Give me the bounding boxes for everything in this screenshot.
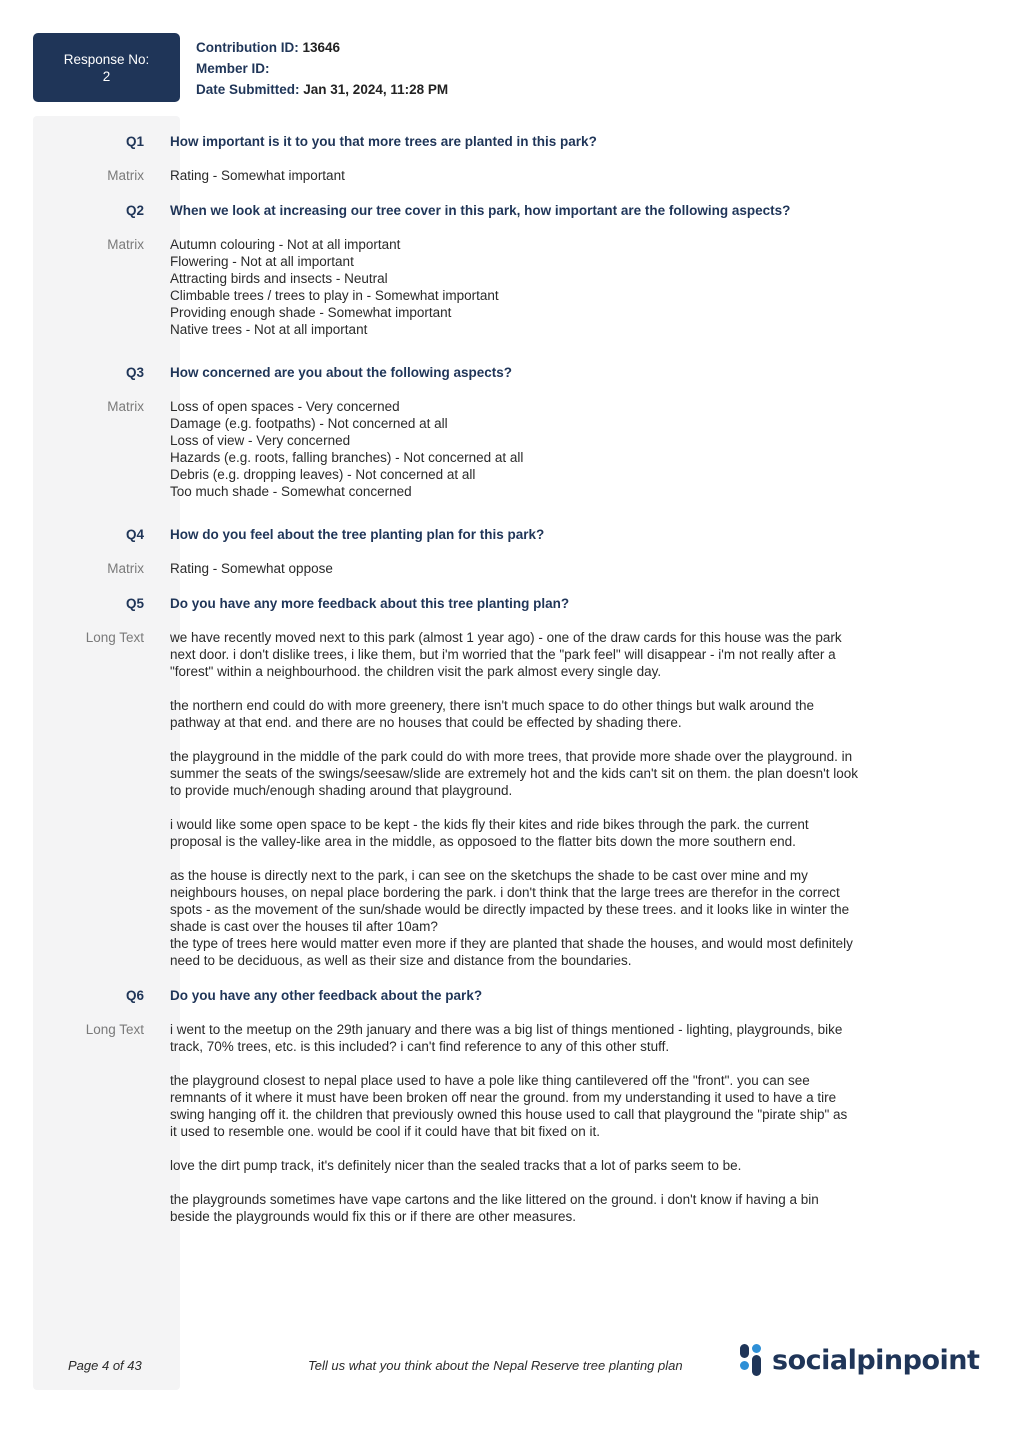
- answer-type: Matrix: [107, 237, 144, 252]
- answer-type: Long Text: [85, 630, 144, 645]
- answer-line: the playground closest to nepal place used to have a pole like thing cantilevered off the "front". you can see: [170, 1073, 810, 1088]
- date-label: Date Submitted:: [196, 82, 300, 97]
- answer-line: Native trees - Not at all important: [170, 322, 368, 337]
- question-title: Do you have any other feedback about the park?: [170, 988, 483, 1003]
- question-block: [0, 595, 1012, 969]
- answer-line: the playground in the middle of the park could do with more trees, that provide more shade over the playground. in: [170, 749, 853, 764]
- response-number: 2: [102, 68, 111, 84]
- answer-line: neighbours houses, on nepal place bordering the park. i don't think that the large trees are therefor in the correct: [170, 885, 840, 900]
- answer-line: Loss of open spaces - Very concerned: [170, 399, 400, 414]
- answer-row: [0, 236, 1012, 338]
- answer-paragraph: [170, 1191, 920, 1225]
- question-title: How concerned are you about the following aspects?: [170, 365, 513, 380]
- answer-type: Long Text: [85, 1022, 144, 1037]
- question-row: [0, 202, 1012, 220]
- page-number: Page 4 of 43: [68, 1358, 142, 1373]
- answer-line: Autumn colouring - Not at all important: [170, 237, 401, 252]
- answer-line: pathway at that end. and there are no houses that could be effected by shading there.: [170, 715, 682, 730]
- question-row: [0, 364, 1012, 382]
- answer-type: Matrix: [107, 168, 144, 183]
- answer-line: remnants of it where it must have been broken off near the ground. from my understanding it used to have a tire: [170, 1090, 837, 1105]
- answer-paragraph: [170, 748, 920, 799]
- response-label: Response No:: [63, 51, 150, 67]
- answer-line: Too much shade - Somewhat concerned: [170, 484, 412, 499]
- response-number-box: [33, 33, 180, 102]
- contribution-label: Contribution ID:: [196, 40, 299, 55]
- answer-type: Matrix: [107, 561, 144, 576]
- socialpinpoint-logo: [738, 1342, 979, 1378]
- answer-line: the type of trees here would matter even more if they are planted that shade the houses, and would most definitely: [170, 936, 853, 951]
- answer-line: next door. i don't dislike trees, i like them, but i'm worried that the "park feel" will disappear - i'm not really after a: [170, 647, 836, 662]
- question-block: [0, 526, 1012, 577]
- answer-line: proposal is the valley-like area in the middle, as opposoed to the flatter bits down the more southern end.: [170, 834, 796, 849]
- answer-line: the northern end could do with more greenery, there isn't much space to do other things but walk around the: [170, 698, 814, 713]
- question-row: [0, 133, 1012, 151]
- question-number: Q4: [125, 527, 144, 542]
- date-value: Jan 31, 2024, 11:28 PM: [303, 82, 449, 97]
- member-row: [196, 58, 448, 79]
- question-title: When we look at increasing our tree cover in this park, how important are the following aspects?: [170, 203, 791, 218]
- answer-line: the playgrounds sometimes have vape cartons and the like littered on the ground. i don't know if having a bin: [170, 1192, 819, 1207]
- answer-line: Hazards (e.g. roots, falling branches) - Not concerned at all: [170, 450, 524, 465]
- answer-line: as the house is directly next to the park, i can see on the sketchups the shade to be cast over mine and my: [170, 868, 808, 883]
- question-row: [0, 526, 1012, 544]
- answer-row: [0, 629, 1012, 969]
- question-block: [0, 133, 1012, 184]
- answer-line: swing hanging off it. the children that previously owned this house used to call that playground the "pirate ship" as: [170, 1107, 848, 1122]
- answer-line: Debris (e.g. dropping leaves) - Not concerned at all: [170, 467, 476, 482]
- question-title: Do you have any more feedback about this tree planting plan?: [170, 596, 570, 611]
- answer-paragraph: [170, 629, 920, 680]
- contribution-row: [196, 37, 448, 58]
- answer-line: spots - as the movement of the sun/shade would be directly impacted by these trees. and it looks like in winter the: [170, 902, 850, 917]
- question-block: [0, 364, 1012, 500]
- answer-body: [170, 1021, 920, 1225]
- answer-row: [0, 1021, 1012, 1225]
- answer-line: Rating - Somewhat oppose: [170, 561, 333, 576]
- answer-line: Loss of view - Very concerned: [170, 433, 351, 448]
- answer-row: [0, 167, 1012, 184]
- question-block: [0, 987, 1012, 1225]
- answer-line: track, 70% trees, etc. is this included? i can't find reference to any of this other stuff.: [170, 1039, 670, 1054]
- answer-paragraph: [170, 867, 920, 969]
- answer-body: [170, 398, 920, 500]
- answer-paragraph: [170, 1157, 920, 1174]
- answer-line: it used to resemble one. would be cool if it could have that bit fixed on it.: [170, 1124, 601, 1139]
- answer-type: Matrix: [107, 399, 144, 414]
- questions-list: [0, 133, 1012, 1243]
- answer-line: Climbable trees / trees to play in - Somewhat important: [170, 288, 499, 303]
- contribution-id: 13646: [302, 40, 341, 55]
- answer-line: "forest" within a neighbourhood. the children visit the park almost every single day.: [170, 664, 662, 679]
- answer-line: Damage (e.g. footpaths) - Not concerned at all: [170, 416, 448, 431]
- answer-line: i went to the meetup on the 29th january and there was a big list of things mentioned - lighting, playgrounds, bike: [170, 1022, 843, 1037]
- answer-line: love the dirt pump track, it's definitely nicer than the sealed tracks that a lot of parks seem to be.: [170, 1158, 742, 1173]
- question-row: [0, 595, 1012, 613]
- question-number: Q6: [125, 988, 144, 1003]
- answer-body: [170, 167, 920, 184]
- pinpoint-logo-icon: [738, 1342, 764, 1378]
- date-row: [196, 79, 448, 100]
- question-number: Q3: [125, 365, 144, 380]
- answer-line: need to be deciduous, as well as their size and distance from the boundaries.: [170, 953, 632, 968]
- answer-paragraph: [170, 1021, 920, 1055]
- answer-paragraph: [170, 1072, 920, 1140]
- answer-line: Flowering - Not at all important: [170, 254, 354, 269]
- question-block: [0, 202, 1012, 338]
- answer-line: we have recently moved next to this park (almost 1 year ago) - one of the draw cards for this house was the park: [170, 630, 842, 645]
- footer-title: Tell us what you think about the Nepal Reserve tree planting plan: [308, 1358, 683, 1373]
- question-number: Q5: [125, 596, 144, 611]
- question-row: [0, 987, 1012, 1005]
- answer-paragraph: [170, 697, 920, 731]
- answer-line: Attracting birds and insects - Neutral: [170, 271, 388, 286]
- answer-line: to provide much/enough shading around that playground.: [170, 783, 513, 798]
- member-label: Member ID:: [196, 61, 270, 76]
- answer-line: shade is cast over the houses til after 10am?: [170, 919, 438, 934]
- answer-line: summer the seats of the swings/seesaw/slide are extremely hot and the kids can't sit on them. the plan doesn't look: [170, 766, 859, 781]
- answer-body: [170, 560, 920, 577]
- answer-line: beside the playgrounds would fix this or if there are other measures.: [170, 1209, 576, 1224]
- answer-line: Providing enough shade - Somewhat important: [170, 305, 452, 320]
- answer-line: i would like some open space to be kept - the kids fly their kites and ride bikes through the park. the current: [170, 817, 809, 832]
- answer-row: [0, 398, 1012, 500]
- answer-line: Rating - Somewhat important: [170, 168, 345, 183]
- answer-row: [0, 560, 1012, 577]
- submission-meta: [196, 37, 448, 100]
- question-title: How do you feel about the tree planting plan for this park?: [170, 527, 545, 542]
- answer-body: [170, 236, 920, 338]
- question-title: How important is it to you that more trees are planted in this park?: [170, 134, 597, 149]
- question-number: Q2: [125, 203, 144, 218]
- question-number: Q1: [125, 134, 144, 149]
- answer-body: [170, 629, 920, 969]
- answer-paragraph: [170, 816, 920, 850]
- logo-text: socialpinpoint: [772, 1344, 980, 1376]
